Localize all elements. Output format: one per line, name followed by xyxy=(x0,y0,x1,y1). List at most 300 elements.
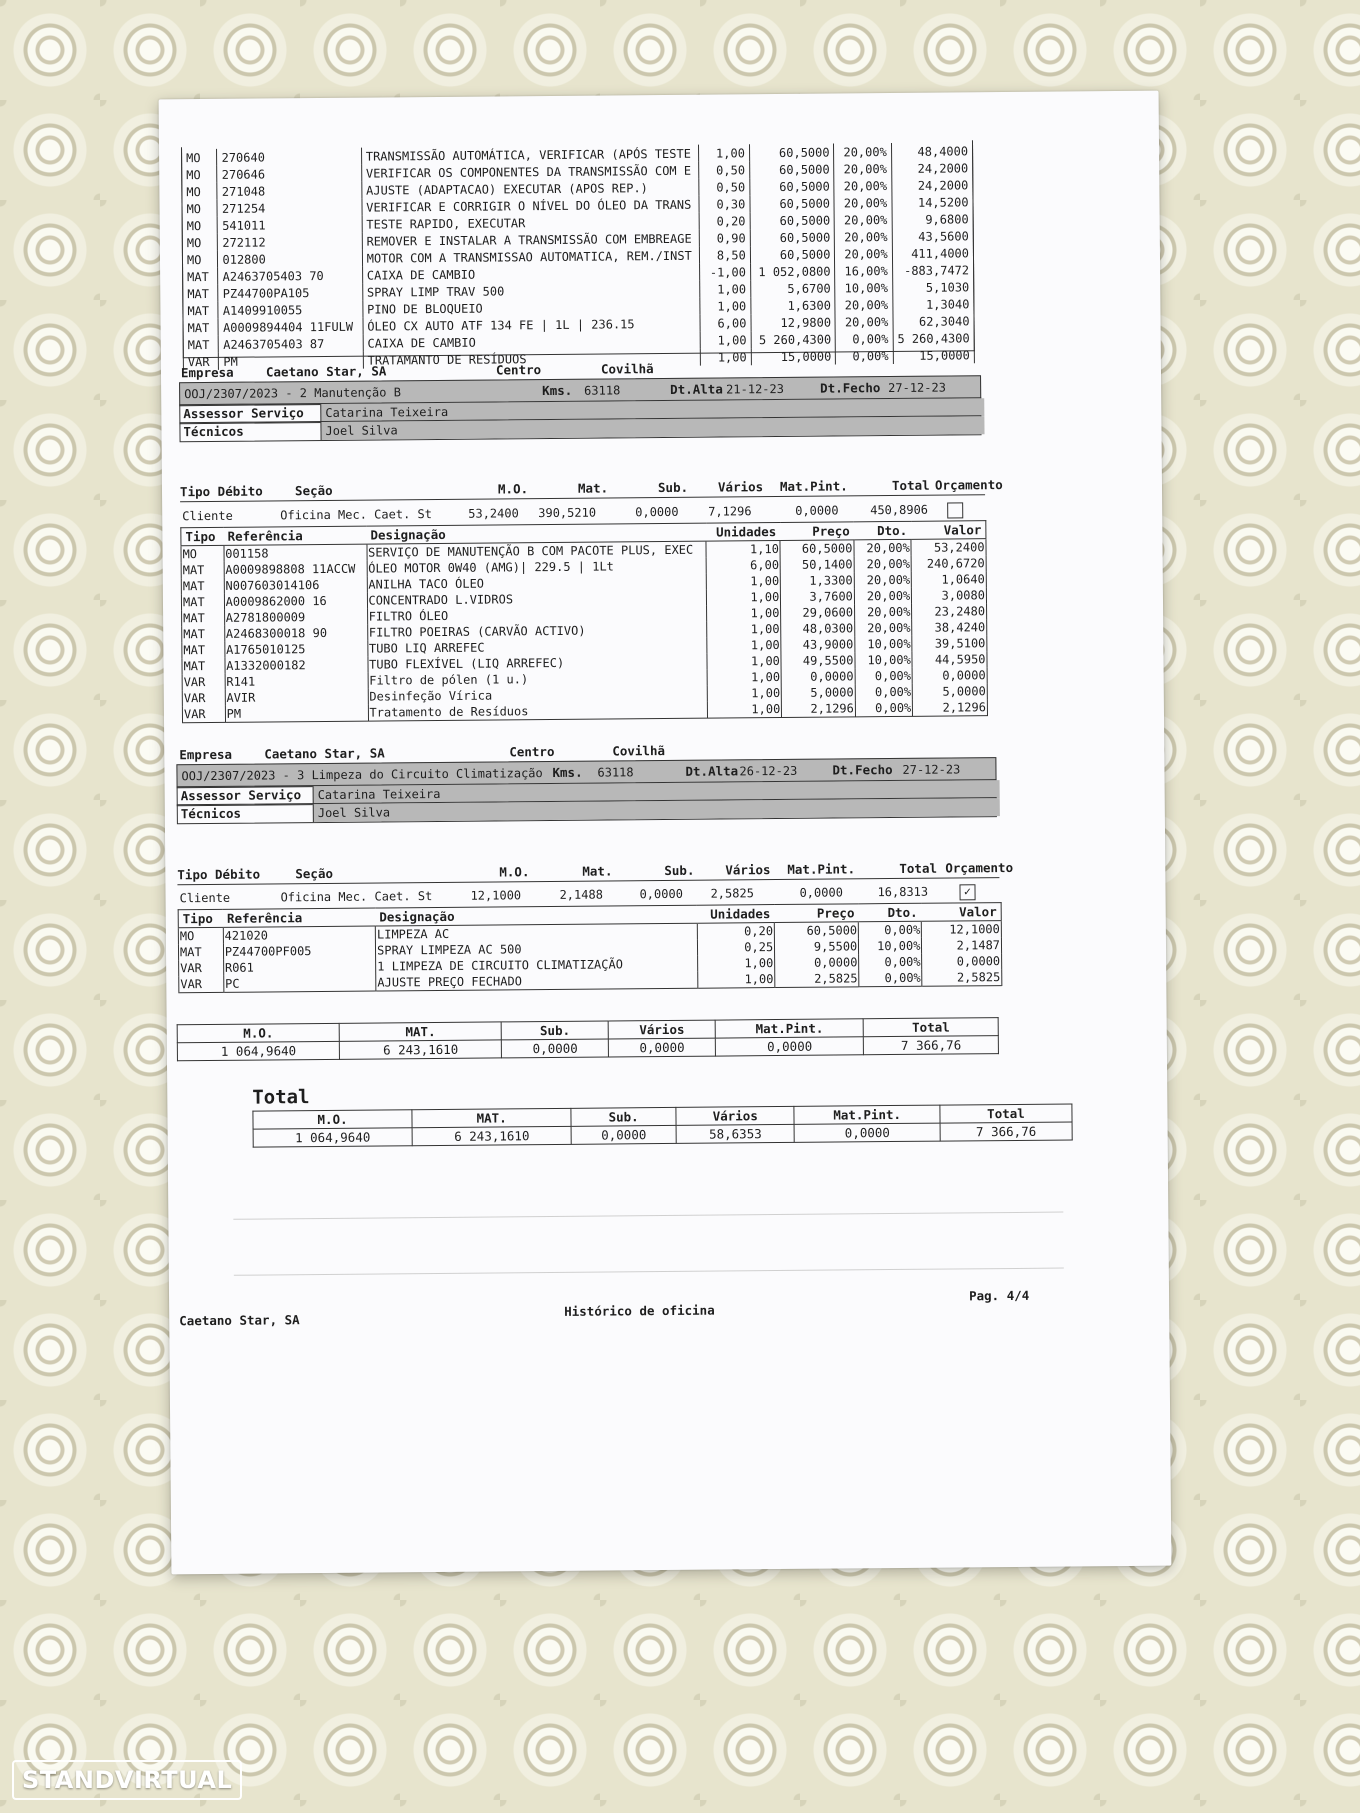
cell-tipo: MO xyxy=(182,166,218,183)
cell-dto: 10,00% xyxy=(835,279,892,296)
cell-preco: 1 052,0800 xyxy=(750,262,835,280)
cell-designacao: ÓLEO MOTOR 0W40 (AMG)| 229.5 | 1Lt xyxy=(367,558,707,577)
cell-unidades: 1,00 xyxy=(707,653,781,670)
cell-tipo: VAR xyxy=(182,690,225,706)
cell-designacao: ANILHA TACO ÓLEO xyxy=(367,574,707,593)
cell-unidades: 1,00 xyxy=(700,331,751,348)
cell-preco: 1,6300 xyxy=(751,296,836,314)
orcamento-checkbox-checked[interactable]: ✓ xyxy=(959,884,975,900)
cell-preco: 9,5500 xyxy=(775,938,859,955)
cell-preco: 48,0300 xyxy=(781,620,855,637)
label-assessor: Assessor Serviço xyxy=(183,405,304,422)
debit-mat: 390,5210 xyxy=(538,505,597,521)
cell-valor: 53,2400 xyxy=(911,539,986,556)
cell-valor: 1,0640 xyxy=(912,571,987,588)
cell-tipo: MAT xyxy=(183,268,219,285)
cell-preco: 50,1400 xyxy=(780,556,854,573)
debit-sub: 0,0000 xyxy=(635,504,679,520)
col-referencia: Referência xyxy=(223,526,366,545)
cell-dto: 0,00% xyxy=(859,921,922,938)
cell-tipo: MAT xyxy=(182,642,225,658)
hdr-total: Total xyxy=(891,477,930,494)
cell-unidades: 1,00 xyxy=(707,685,781,702)
cell-dto: 20,00% xyxy=(834,143,891,160)
sum-value: 58,6353 xyxy=(676,1124,795,1143)
cell-valor: 62,3040 xyxy=(893,312,974,330)
sum-header: Mat.Pint. xyxy=(794,1105,940,1124)
cell-dto: 0,00% xyxy=(859,954,922,971)
section2-lines-table xyxy=(180,520,988,723)
cell-dto: 20,00% xyxy=(835,296,892,313)
cell-preco: 15,0000 xyxy=(751,347,836,365)
cell-preco: 0,0000 xyxy=(775,954,859,971)
order-id-3: OOJ/2307/2023 - 3 Limpeza do Circuito Climatização xyxy=(181,766,543,784)
cell-designacao: TRANSMISSÃO AUTOMÁTICA, VERIFICAR (APÓS TESTE xyxy=(361,145,698,165)
label-dt-alta: Dt.Alta xyxy=(670,381,723,397)
faint-form-lines xyxy=(233,1212,1063,1276)
cell-valor: 5,1030 xyxy=(892,278,973,296)
cell-valor: -883,7472 xyxy=(892,261,973,279)
cell-designacao: ÓLEO CX AUTO ATF 134 FE | 1L | 236.15 xyxy=(363,315,700,335)
dt-alta-value-3: 26-12-23 xyxy=(739,763,798,779)
cell-unidades: 0,50 xyxy=(698,161,749,178)
kms-value-3: 63118 xyxy=(597,765,634,780)
sum-header: Vários xyxy=(608,1020,715,1039)
hdr3-mat: Mat. xyxy=(582,863,613,879)
cell-designacao: SPRAY LIMP TRAV 500 xyxy=(362,281,699,301)
debit3-sub: 0,0000 xyxy=(639,886,683,902)
cell-valor: 2,1487 xyxy=(922,937,1002,954)
hdr-mat: Mat. xyxy=(577,480,609,496)
debit3-mat: 2,1488 xyxy=(559,887,603,902)
sum-header: MAT. xyxy=(339,1022,501,1041)
cell-preco: 60,5000 xyxy=(750,228,835,246)
cell-preco: 3,7600 xyxy=(781,588,855,605)
cell-tipo: MAT xyxy=(182,626,225,642)
cell-dto: 0,00% xyxy=(855,684,913,701)
cell-unidades: 0,30 xyxy=(698,195,749,212)
grand-total-title: Total xyxy=(252,1086,310,1109)
cell-tipo: MO xyxy=(182,251,218,268)
sum-value: 0,0000 xyxy=(795,1123,941,1142)
cell-designacao: FILTRO POEIRAS (CARVÃO ACTIVO) xyxy=(367,622,707,641)
cell-unidades: 1,00 xyxy=(707,621,781,638)
debit3-varios: 2,5825 xyxy=(710,886,754,901)
cell-referencia: 271048 xyxy=(217,182,361,200)
cell-designacao: TESTE RAPIDO, EXECUTAR xyxy=(362,213,699,233)
cell-dto: 10,00% xyxy=(855,636,913,653)
cell-valor: 2,5825 xyxy=(922,969,1002,986)
cell-unidades: 8,50 xyxy=(699,246,750,263)
cell-tipo: MO xyxy=(182,217,218,234)
sum-value: 7 366,76 xyxy=(940,1122,1072,1141)
cell-dto: 20,00% xyxy=(835,313,892,330)
cell-referencia: 541011 xyxy=(218,216,362,234)
cell-dto: 20,00% xyxy=(835,211,892,228)
cell-designacao: PINO DE BLOQUEIO xyxy=(363,298,700,318)
cell-unidades: 6,00 xyxy=(700,314,751,331)
sum-header: M.O. xyxy=(177,1023,339,1042)
cell-tipo: MAT xyxy=(183,302,219,319)
cell-dto: 20,00% xyxy=(835,228,892,245)
cell-designacao: LIMPEZA AC xyxy=(375,923,697,942)
col-designacao: Designação xyxy=(366,523,706,544)
sum-value: 0,0000 xyxy=(715,1037,863,1056)
col3-dto: Dto. xyxy=(858,903,921,922)
debit3-tipo: Cliente xyxy=(179,890,231,906)
hdr3-orcamento: Orçamento xyxy=(945,859,1014,876)
cell-preco: 60,5000 xyxy=(750,177,835,195)
col3-unidades: Unidades xyxy=(697,905,774,924)
cell-preco: 60,5000 xyxy=(749,160,834,178)
cell-dto: 20,00% xyxy=(854,539,912,556)
cell-referencia: PZ44700PF005 xyxy=(223,943,375,960)
footer-title: Histórico de oficina xyxy=(564,1302,715,1319)
label-empresa: Empresa xyxy=(180,364,234,381)
tecnicos-value-3: Joel Silva xyxy=(313,798,1000,822)
subtotal-table xyxy=(177,1017,999,1061)
dt-alta-value: 21-12-23 xyxy=(726,381,784,397)
cell-preco: 2,5825 xyxy=(775,970,859,987)
cell-tipo: VAR xyxy=(179,960,224,976)
cell-preco: 60,5000 xyxy=(750,245,835,263)
cell-dto: 20,00% xyxy=(854,556,912,573)
centro-value: Covilhã xyxy=(600,361,654,377)
col-tipo: Tipo xyxy=(181,527,224,545)
hdr3-secao: Seção xyxy=(295,865,334,882)
cell-referencia: A1409910055 xyxy=(218,301,362,319)
cell-valor: 1,3040 xyxy=(893,295,974,313)
sum-header: MAT. xyxy=(412,1108,571,1127)
cell-unidades: 1,00 xyxy=(707,637,781,654)
cell-designacao: TUBO LIQ ARREFEC xyxy=(367,638,707,657)
cell-valor: 411,4000 xyxy=(892,244,973,262)
cell-tipo: MAT xyxy=(178,944,223,960)
cell-valor: 9,6800 xyxy=(892,210,973,228)
cell-dto: 20,00% xyxy=(854,588,912,605)
cell-unidades: 1,00 xyxy=(697,955,774,972)
cell-referencia: 270640 xyxy=(217,148,361,166)
tecnicos-value: Joel Silva xyxy=(320,416,984,440)
cell-valor: 2,1296 xyxy=(913,699,988,716)
cell-unidades: 0,50 xyxy=(698,178,749,195)
cell-valor: 38,4240 xyxy=(912,619,987,636)
cell-valor: 23,2480 xyxy=(912,603,987,620)
cell-unidades: 1,00 xyxy=(706,573,780,590)
cell-unidades: 1,00 xyxy=(707,589,781,606)
cell-unidades: 0,20 xyxy=(699,212,750,229)
sum-header: Total xyxy=(864,1018,999,1037)
debit-mat-pint: 0,0000 xyxy=(795,503,839,518)
cell-valor: 15,0000 xyxy=(893,346,974,364)
cell-designacao: MOTOR COM A TRANSMISSAO AUTOMATICA, REM./INST xyxy=(362,247,699,267)
cell-dto: 20,00% xyxy=(854,604,912,621)
order-id: OOJ/2307/2023 - 2 Manutenção B xyxy=(184,385,401,402)
cell-preco: 60,5000 xyxy=(774,922,858,939)
cell-referencia: 421020 xyxy=(223,926,375,944)
cell-tipo: MAT xyxy=(182,658,225,674)
cell-preco: 60,5000 xyxy=(780,540,854,557)
cell-unidades: 1,00 xyxy=(699,297,750,314)
cell-unidades: 1,00 xyxy=(707,605,781,622)
cell-dto: 20,00% xyxy=(835,245,892,262)
cell-dto: 0,00% xyxy=(855,700,913,717)
debit-header-3 xyxy=(177,859,1014,885)
cell-referencia: R141 xyxy=(225,673,368,690)
cell-tipo: MO xyxy=(182,183,218,200)
hdr3-tipo-debito: Tipo Débito xyxy=(177,866,261,883)
cell-referencia: PZ44700PA105 xyxy=(218,284,362,302)
grand-total-table xyxy=(252,1103,1072,1147)
cell-preco: 12,9800 xyxy=(751,313,836,331)
centro-value-3: Covilhã xyxy=(612,742,666,759)
sum-value: 6 243,1610 xyxy=(339,1040,501,1059)
label-centro: Centro xyxy=(495,362,542,378)
cell-valor: 3,0080 xyxy=(912,587,987,604)
cell-referencia: 270646 xyxy=(217,165,361,183)
cell-tipo: VAR xyxy=(182,674,225,690)
cell-valor: 0,0000 xyxy=(912,667,987,684)
hdr-varios: Vários xyxy=(717,479,764,495)
label-dt-fecho-3: Dt.Fecho xyxy=(832,762,893,778)
debit-header-2 xyxy=(179,477,1003,502)
col3-referencia: Referência xyxy=(223,908,375,927)
label-kms: Kms. xyxy=(542,382,573,399)
cell-designacao: AJUSTE PREÇO FECHADO xyxy=(376,972,698,991)
hdr3-total: Total xyxy=(899,860,938,876)
cell-referencia: A2781800009 xyxy=(224,609,367,626)
cell-designacao: FILTRO ÓLEO xyxy=(367,606,707,625)
cell-referencia: 001158 xyxy=(224,544,367,562)
cell-designacao: VERIFICAR OS COMPONENTES DA TRANSMISSÃO COM E xyxy=(361,162,698,182)
section3-lines-table xyxy=(178,902,1003,993)
debit-tipo: Cliente xyxy=(182,508,233,524)
cell-referencia: N007603014106 xyxy=(224,577,367,594)
label-tecnicos-3: Técnicos xyxy=(180,805,242,822)
cell-designacao: SERVIÇO DE MANUTENÇÃO B COM PACOTE PLUS, EXEC xyxy=(367,541,707,560)
cell-preco: 0,0000 xyxy=(781,668,855,685)
cell-designacao: CONCENTRADO L.VIDROS xyxy=(367,590,707,609)
hdr-tipo-debito: Tipo Débito xyxy=(179,483,263,500)
cell-dto: 20,00% xyxy=(855,620,913,637)
cell-dto: 0,00% xyxy=(836,330,893,347)
dt-fecho-value-3: 27-12-23 xyxy=(902,762,961,777)
sum-value: 6 243,1610 xyxy=(412,1126,571,1145)
cell-valor: 240,6720 xyxy=(911,555,986,572)
cell-tipo: MO xyxy=(178,927,223,944)
sum-value: 0,0000 xyxy=(571,1125,676,1144)
col3-valor: Valor xyxy=(922,903,1002,922)
cell-referencia: A0009862000 16 xyxy=(224,593,367,610)
cell-referencia: R061 xyxy=(223,959,375,976)
debit3-secao: Oficina Mec. Caet. St xyxy=(280,889,433,905)
cell-valor: 43,5600 xyxy=(892,227,973,245)
cell-dto: 20,00% xyxy=(834,194,891,211)
label-centro-3: Centro xyxy=(509,743,555,760)
col-preco: Preço xyxy=(780,522,854,541)
cell-tipo: MAT xyxy=(181,562,224,578)
label-dt-alta-3: Dt.Alta xyxy=(685,763,739,779)
cell-designacao: REMOVER E INSTALAR A TRANSMISSÃO COM EMBREAGE xyxy=(362,230,699,250)
cell-valor: 24,2000 xyxy=(891,159,972,177)
cell-designacao: Tratamento de Resíduos xyxy=(368,702,708,721)
cell-valor: 39,5100 xyxy=(912,635,987,652)
hdr-sub: Sub. xyxy=(657,479,689,496)
cell-preco: 5,0000 xyxy=(782,684,856,701)
hdr-secao: Seção xyxy=(294,482,333,499)
cell-preco: 60,5000 xyxy=(750,211,835,229)
cell-preco: 5,6700 xyxy=(751,279,836,297)
cell-designacao: CAIXA DE CAMBIO xyxy=(363,332,700,352)
dt-fecho-value: 27-12-23 xyxy=(888,380,946,396)
cell-designacao: 1 LIMPEZA DE CIRCUITO CLIMATIZAÇÃO xyxy=(376,956,698,975)
document-page xyxy=(159,91,1172,1575)
hdr-mat-pint: Mat.Pint. xyxy=(779,478,848,494)
cell-unidades: -1,00 xyxy=(699,263,750,280)
cell-designacao: SPRAY LIMPEZA AC 500 xyxy=(376,940,698,959)
sum-header: Sub. xyxy=(502,1021,609,1040)
cell-preco: 43,9000 xyxy=(781,636,855,653)
cell-designacao: AJUSTE (ADAPTACAO) EXECUTAR (APOS REP.) xyxy=(362,179,699,199)
cell-referencia: A2463705403 87 xyxy=(219,335,363,353)
cell-dto: 16,00% xyxy=(835,262,892,279)
cell-designacao: VERIFICAR E CORRIGIR O NÍVEL DO ÓLEO DA TRANS xyxy=(362,196,699,216)
cell-unidades: 1,00 xyxy=(699,280,750,297)
kms-value: 63118 xyxy=(584,383,621,398)
cell-unidades: 1,00 xyxy=(707,669,781,686)
sum-value: 1 064,9640 xyxy=(253,1128,412,1147)
sum-value: 0,0000 xyxy=(609,1038,716,1057)
hdr3-mat-pint: Mat.Pint. xyxy=(787,861,856,877)
assessor-value-3: Catarina Teixeira xyxy=(313,780,1000,804)
cell-dto: 20,00% xyxy=(834,160,891,177)
cell-designacao: Desinfeção Vírica xyxy=(368,686,708,705)
footer-company: Caetano Star, SA xyxy=(179,1312,300,1329)
hdr-mo: M.O. xyxy=(497,481,529,497)
sum-header: Sub. xyxy=(571,1107,676,1126)
cell-referencia: PM xyxy=(219,352,363,370)
debit3-mo: 12,1000 xyxy=(470,888,522,903)
debit-mo: 53,2400 xyxy=(468,506,519,521)
sum-value: 1 064,9640 xyxy=(177,1041,339,1060)
cell-valor: 5 260,4300 xyxy=(893,329,974,347)
debit-secao: Oficina Mec. Caet. St xyxy=(280,507,432,523)
cell-dto: 10,00% xyxy=(855,652,913,669)
sum-value: 0,0000 xyxy=(502,1039,609,1058)
sum-header: Vários xyxy=(676,1106,795,1125)
label-kms-3: Kms. xyxy=(552,764,583,780)
sum-header: M.O. xyxy=(253,1110,412,1129)
label-assessor-3: Assessor Serviço xyxy=(180,787,302,804)
cell-tipo: MO xyxy=(182,234,218,251)
cell-referencia: PM xyxy=(225,705,368,723)
cell-referencia: A1765010125 xyxy=(224,641,367,658)
cell-unidades: 0,90 xyxy=(699,229,750,246)
debit-varios: 7,1296 xyxy=(708,504,752,519)
cell-preco: 60,5000 xyxy=(749,143,834,161)
cell-dto: 0,00% xyxy=(836,347,893,364)
cell-tipo: VAR xyxy=(182,706,225,723)
hdr-orcamento: Orçamento xyxy=(934,477,1003,493)
cell-designacao: CAIXA DE CAMBIO xyxy=(362,264,699,284)
col-unidades: Unidades xyxy=(706,522,780,541)
cell-referencia: 272112 xyxy=(218,233,362,251)
cell-dto: 0,00% xyxy=(859,970,922,987)
cell-tipo: MO xyxy=(182,200,218,217)
cell-valor: 14,5200 xyxy=(892,193,973,211)
hdr3-varios: Vários xyxy=(725,862,771,878)
cell-unidades: 6,00 xyxy=(706,557,780,574)
cell-tipo: VAR xyxy=(179,976,224,993)
col3-tipo: Tipo xyxy=(178,909,223,927)
hdr3-sub: Sub. xyxy=(664,862,695,879)
cell-referencia: 012800 xyxy=(218,250,362,268)
cell-tipo: MAT xyxy=(183,336,219,353)
cell-preco: 49,5500 xyxy=(781,652,855,669)
sum-header: Mat.Pint. xyxy=(715,1019,863,1038)
col3-designacao: Designação xyxy=(375,905,697,926)
debit-total: 450,8906 xyxy=(870,502,929,518)
cell-referencia: 271254 xyxy=(217,199,361,217)
cell-referencia: A1332000182 xyxy=(225,657,368,674)
cell-unidades: 1,00 xyxy=(698,144,749,161)
cell-dto: 20,00% xyxy=(834,177,891,194)
sum-header: Total xyxy=(940,1104,1072,1123)
cell-tipo: MO xyxy=(181,545,224,562)
cell-designacao: TUBO FLEXÍVEL (LIQ ARREFEC) xyxy=(368,654,708,673)
cell-valor: 48,4000 xyxy=(891,142,972,160)
empresa-value-3: Caetano Star, SA xyxy=(264,745,385,762)
cell-referencia: PC xyxy=(223,975,375,993)
cell-designacao: TRATAMANTO DE RESÍDUOS xyxy=(363,349,700,369)
debit3-total: 16,8313 xyxy=(877,884,929,900)
cell-tipo: MO xyxy=(182,149,218,166)
hdr3-mo: M.O. xyxy=(499,864,530,880)
cell-preco: 5 260,4300 xyxy=(751,330,836,348)
cell-unidades: 0,20 xyxy=(697,923,774,940)
cell-tipo: MAT xyxy=(183,319,219,336)
label-tecnicos: Técnicos xyxy=(183,423,244,440)
cell-designacao: Filtro de pólen (1 u.) xyxy=(368,670,708,689)
cell-preco: 1,3300 xyxy=(781,572,855,589)
cell-valor: 0,0000 xyxy=(922,953,1002,970)
cell-dto: 10,00% xyxy=(859,938,922,955)
cell-valor: 12,1000 xyxy=(922,921,1002,938)
footer-page: Pag. 4/4 xyxy=(968,1287,1030,1304)
standvirtual-watermark-logo: STANDVIRTUAL xyxy=(12,1760,242,1800)
cell-valor: 24,2000 xyxy=(892,176,973,194)
label-dt-fecho: Dt.Fecho xyxy=(820,380,881,396)
cell-unidades: 1,00 xyxy=(708,701,782,718)
cell-referencia: A2468300018 90 xyxy=(224,625,367,642)
col-valor: Valor xyxy=(911,521,986,540)
debit3-mat-pint: 0,0000 xyxy=(799,885,843,900)
cell-tipo: MAT xyxy=(183,285,219,302)
assessor-value: Catarina Teixeira xyxy=(320,398,984,422)
cell-valor: 5,0000 xyxy=(913,683,988,700)
cell-dto: 0,00% xyxy=(855,668,913,685)
cell-preco: 60,5000 xyxy=(750,194,835,212)
cell-unidades: 1,10 xyxy=(706,540,780,557)
cell-preco: 2,1296 xyxy=(782,700,856,717)
cell-unidades: 1,00 xyxy=(698,971,775,988)
cell-referencia: A0009898808 11ACCW xyxy=(224,561,367,578)
cell-unidades: 0,25 xyxy=(697,939,774,956)
sum-value: 7 366,76 xyxy=(864,1036,999,1055)
cell-dto: 20,00% xyxy=(854,572,912,589)
cell-tipo: VAR xyxy=(183,353,219,370)
orcamento-checkbox[interactable] xyxy=(947,502,963,518)
